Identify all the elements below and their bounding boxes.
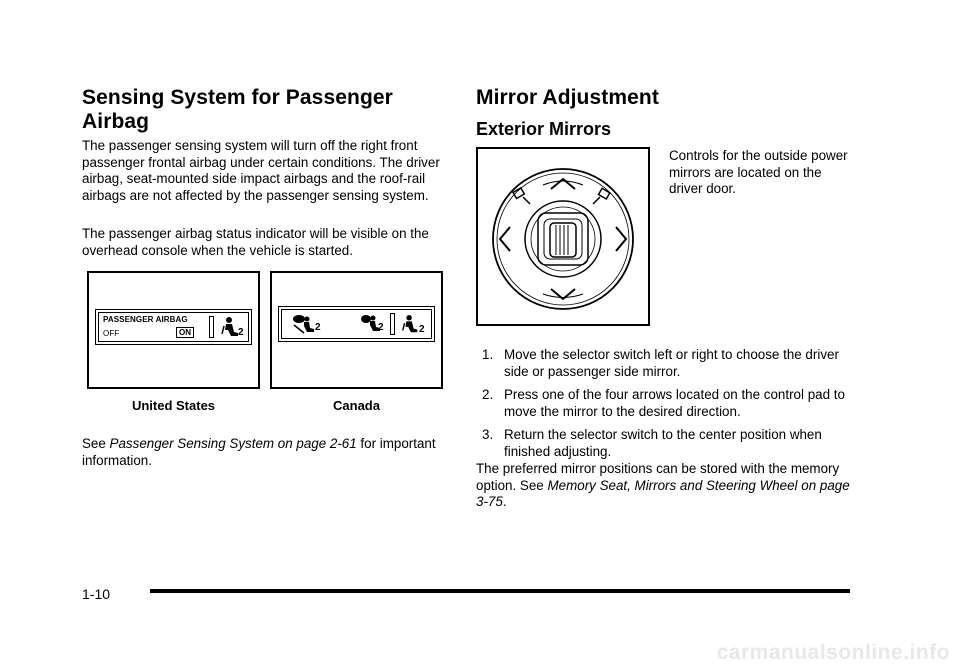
mirror-adjustment-title: Mirror Adjustment xyxy=(476,86,659,109)
icon-number-3: 2 xyxy=(419,324,425,335)
exterior-mirrors-subtitle: Exterior Mirrors xyxy=(476,119,612,139)
airbag-off-icon xyxy=(291,313,317,335)
indicator-paragraph: The passenger airbag status indicator will be visible on the overhead console when the vehicle is started. xyxy=(82,226,429,258)
icon-number: 2 xyxy=(238,327,244,338)
memory-cross-reference-link[interactable]: Memory Seat, Mirrors and Steering Wheel on page 3-75 xyxy=(476,477,850,509)
cross-reference-link[interactable]: Passenger Sensing System on page 2-61 xyxy=(109,436,357,451)
mirror-control-pad xyxy=(478,149,648,324)
footer-rule xyxy=(150,589,850,593)
us-indicator-panel xyxy=(95,309,252,345)
watermark: carmanualsonline.info xyxy=(716,641,950,664)
canada-indicator-figure xyxy=(270,271,443,389)
section-title: Sensing System for Passenger Airbag xyxy=(82,86,393,133)
off-label: OFF xyxy=(103,329,120,338)
list-item: 1. Move the selector switch left or right to choose the driver side or passenger side mirror. xyxy=(482,347,839,379)
mirror-control-figure xyxy=(476,147,650,326)
on-label: ON xyxy=(176,327,194,338)
page-number: 1-10 xyxy=(82,586,111,602)
list-item: 3. Return the selector switch to the center position when finished adjusting. xyxy=(482,427,822,459)
indicator-light xyxy=(209,316,214,338)
adjustment-steps xyxy=(476,347,852,467)
icon-number-2: 2 xyxy=(378,322,384,333)
mirror-figure-text: Controls for the outside power mirrors are located on the driver door. xyxy=(669,148,848,196)
intro-paragraph: The passenger sensing system will turn off the right front passenger frontal airbag under certain conditions. The driver airbag, seat-mounted side impact airbags and the roof-rail airbags are not affected by the passenger sensing system. xyxy=(82,138,440,203)
see-reference: See Passenger Sensing System on page 2-61 for important information. xyxy=(82,436,436,468)
panel-label: PASSENGER AIRBAG xyxy=(103,315,188,324)
list-item: 2. Press one of the four arrows located on the control pad to move the mirror to the desired direction. xyxy=(482,387,845,419)
indicator-light xyxy=(390,313,395,335)
us-caption: United States xyxy=(131,398,216,413)
canada-indicator-panel xyxy=(278,306,435,342)
us-indicator-figure xyxy=(87,271,260,389)
memory-paragraph: The preferred mirror positions can be stored with the memory option. See Memory Seat, Mirrors and Steering Wheel on page 3-75. xyxy=(476,461,850,509)
icon-number-1: 2 xyxy=(315,322,321,333)
canada-caption: Canada xyxy=(333,398,380,413)
seated-person-icon xyxy=(400,313,420,337)
